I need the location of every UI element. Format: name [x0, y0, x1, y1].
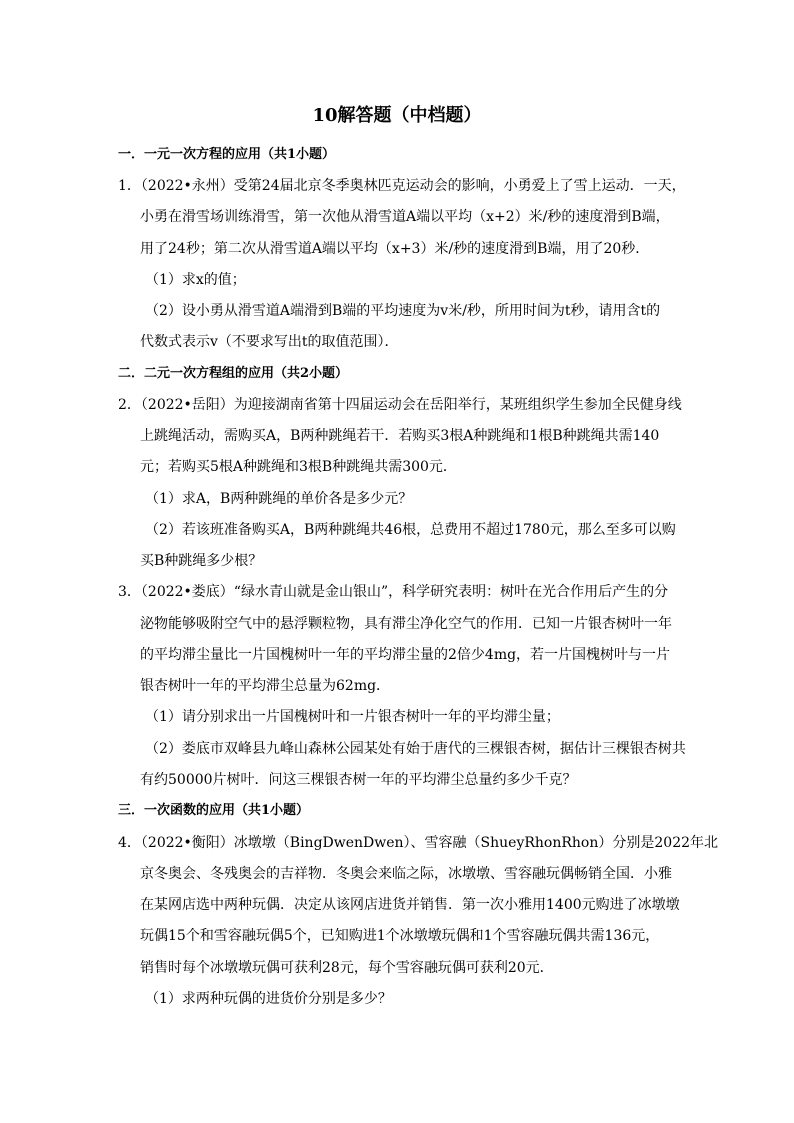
question-4-line-4: 玩偶15个和雪容融玩偶5个，已知购进1个冰墩墩玩偶和1个雪容融玩偶共需136元，: [140, 928, 660, 944]
question-2-part-2-line-1: （2）若该班准备购买A，B两种跳绳共46根，总费用不超过1780元，那么至多可以购: [145, 522, 676, 538]
section-heading-1: 一．一元一次方程的应用（共1小题）: [118, 147, 336, 162]
question-1-part-2-line-1: （2）设小勇从滑雪道A端滑到B端的平均速度为v米/秒，所用时间为t秒，请用含t的: [145, 303, 661, 319]
question-2-part-1: （1）求A，B两种跳绳的单价各是多少元？: [145, 491, 413, 507]
section-heading-3: 三．一次函数的应用（共1小题）: [118, 803, 310, 818]
question-3-line-1: 3．（2022•娄底）“绿水青山就是金山银山”，科学研究表明：树叶在光合作用后产生的分: [118, 584, 669, 600]
question-1-part-1: （1）求x的值；: [145, 272, 246, 288]
page-title: 10解答题（中档题）: [312, 105, 482, 126]
question-4-line-5: 销售时每个冰墩墩玩偶可获利28元，每个雪容融玩偶可获利20元．: [140, 960, 554, 976]
question-4-line-3: 在某网店选中两种玩偶．决定从该网店进货并销售．第一次小雅用1400元购进了冰墩墩: [140, 897, 680, 913]
question-3-line-4: 银杏树叶一年的平均滞尘总量为62mg．: [140, 678, 391, 694]
question-1-line-3: 用了24秒；第二次从滑雪道A端以平均（x+3）米/秒的速度滑到B端，用了20秒．: [140, 241, 650, 257]
question-1-part-2-line-2: 代数式表示v（不要求写出t的取值范围）．: [140, 334, 399, 350]
question-3-part-2-line-1: （2）娄底市双峰县九峰山森林公园某处有始于唐代的三棵银杏树，据估计三棵银杏树共: [145, 741, 686, 757]
question-4-line-2: 京冬奥会、冬残奥会的吉祥物．冬奥会来临之际，冰墩墩、雪容融玩偶畅销全国．小雅: [140, 866, 672, 882]
question-3-line-3: 的平均滞尘量比一片国槐树叶一年的平均滞尘量的2倍少4mg，若一片国槐树叶与一片: [140, 647, 671, 663]
question-4-part-1: （1）求两种玩偶的进货价分别是多少？: [145, 991, 392, 1007]
question-3-part-2-line-2: 有约50000片树叶．问这三棵银杏树一年的平均滞尘总量约多少千克？: [140, 772, 577, 788]
question-1-line-1: 1．（2022•永州）受第24届北京冬季奥林匹克运动会的影响，小勇爱上了雪上运动．一天，: [118, 178, 686, 194]
question-4-line-1: 4．（2022•衡阳）冰墩墩（BingDwenDwen）、雪容融（ShueyRhonRhon）分别是2022年北: [118, 835, 719, 851]
question-3-part-1: （1）请分别求出一片国槐树叶和一片银杏树叶一年的平均滞尘量；: [145, 709, 560, 725]
section-heading-2: 二．二元一次方程组的应用（共2小题）: [118, 366, 349, 381]
question-2-line-3: 元；若购买5根A种跳绳和3根B种跳绳共需300元．: [140, 459, 457, 475]
question-2-line-2: 上跳绳活动，需购买A，B两种跳绳若干．若购买3根A种跳绳和1根B种跳绳共需140: [140, 428, 660, 444]
question-3-line-2: 泌物能够吸附空气中的悬浮颗粒物，具有滞尘净化空气的作用．已知一片银杏树叶一年: [140, 616, 672, 632]
question-1-line-2: 小勇在滑雪场训练滑雪，第一次他从滑雪道A端以平均（x+2）米/秒的速度滑到B端，: [140, 209, 670, 225]
question-2-part-2-line-2: 买B种跳绳多少根？: [140, 553, 263, 569]
question-2-line-1: 2．（2022•岳阳）为迎接湖南省第十四届运动会在岳阳举行，某班组织学生参加全民健身线: [118, 397, 682, 413]
